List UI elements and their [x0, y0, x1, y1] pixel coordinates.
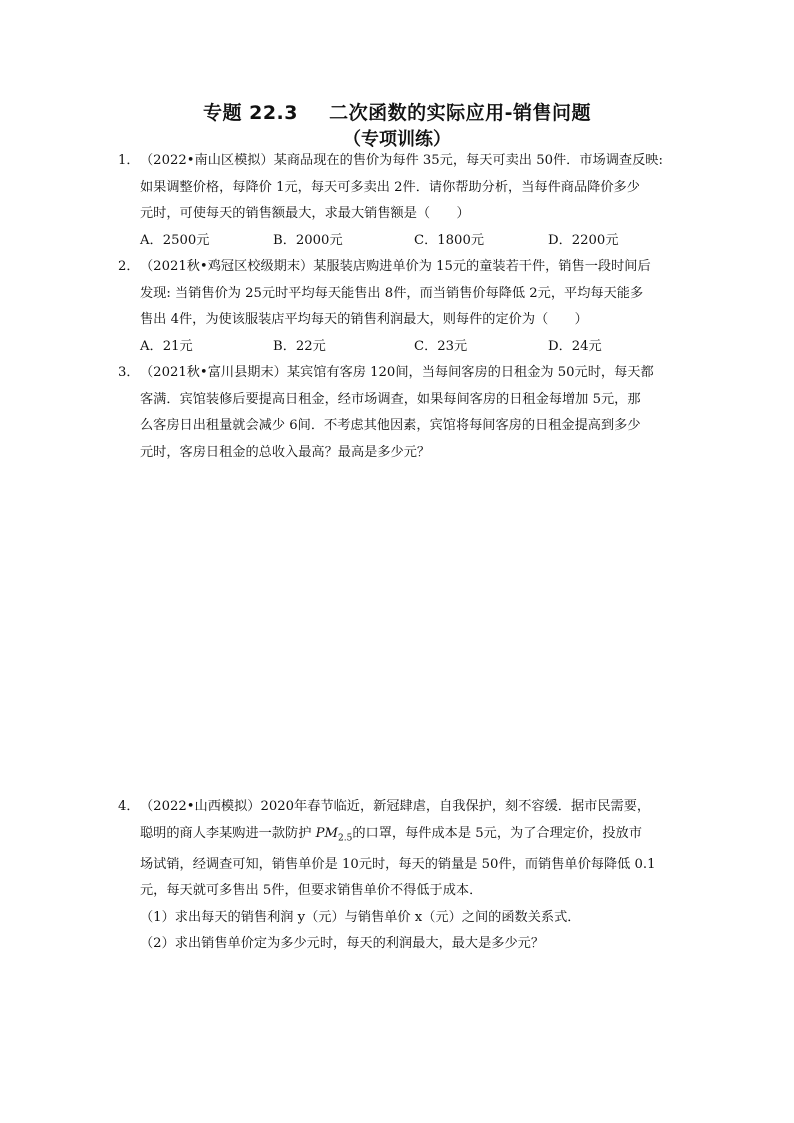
sub-question-2: （2）求出销售单价定为多少元时，每天的利润最大，最大是多少元？ — [140, 936, 545, 952]
question-line: 元时，客房日租金的总收入最高？最高是多少元？ — [140, 444, 431, 460]
question-line: 如果调整价格，每降价 1元，每天可多卖出 2件．请你帮助分析，当每件商品降价多少 — [140, 179, 640, 195]
question-number: 1． — [118, 153, 140, 168]
question-4 — [118, 794, 666, 958]
pm25-term — [315, 825, 353, 844]
question-line: （2021秋•鸡冠区校级期末）某服装店购进单价为 15元的童装若干件，销售一段时间后 — [140, 259, 651, 274]
question-line: 元，每天就可多售出 5件，但要求销售单价不得低于成本． — [140, 883, 483, 899]
options-row — [118, 228, 666, 255]
option-a[interactable]: A．21元 — [140, 338, 193, 354]
question-text: 聪明的商人李某购进一款防护 — [140, 825, 316, 841]
question-number: 4． — [118, 799, 140, 814]
question-line: 场试销，经调查可知，销售单价是 10元时，每天的销量是 50件，而销售单价每降低 0.1 — [140, 856, 656, 872]
question-1 — [118, 148, 666, 254]
question-line: （2022•南山区模拟）某商品现在的售价为每件 35元，每天可卖出 50件．市场调查反映: — [140, 153, 663, 168]
question-line: 么客房日出租量就会减少 6间．不考虑其他因素，宾馆将每间客房的日租金提高到多少 — [140, 418, 641, 433]
option-d[interactable]: D．2200元 — [548, 232, 619, 248]
option-a[interactable]: A．2500元 — [140, 232, 210, 248]
option-b[interactable]: B．22元 — [273, 338, 326, 354]
option-d[interactable]: D．24元 — [548, 338, 602, 354]
question-line: 发现: 当销售价为 25元时平均每天能售出 8件，而当销售价每降低 2元，平均每天能多 — [140, 285, 644, 301]
question-line — [118, 821, 666, 852]
question-2 — [118, 254, 666, 360]
question-line: （2022•山西模拟）2020年春节临近，新冠肆虐，自我保护，刻不容缓．据市民需要， — [140, 799, 651, 814]
pm-subscript: 2.5 — [338, 833, 353, 844]
option-c[interactable]: C．1800元 — [414, 232, 485, 248]
options-row — [118, 334, 666, 361]
title-text: 二次函数的实际应用-销售问题 — [329, 102, 591, 124]
question-line: （2021秋•富川县期末）某宾馆有客房 120间，当每间客房的日租金为 50元时，每天都 — [140, 365, 654, 380]
question-line: 客满．宾馆装修后要提高日租金，经市场调查，如果每间客房的日租金每增加 5元，那 — [140, 391, 641, 407]
question-number: 3． — [118, 365, 140, 380]
title-code: 专题 22.3 — [202, 102, 298, 124]
question-line: 元时，可使每天的销售额最大，求最大销售额是（ ） — [140, 206, 470, 221]
question-text: 的口罩，每件成本是 5元，为了合理定价，投放市 — [352, 825, 642, 841]
question-3 — [118, 360, 666, 466]
option-c[interactable]: C．23元 — [414, 338, 468, 354]
question-line: 售出 4件，为使该服装店平均每天的销售利润最大，则每件的定价为（ ） — [140, 312, 588, 327]
pm-symbol: PM — [315, 825, 339, 841]
option-b[interactable]: B．2000元 — [273, 232, 343, 248]
page-subtitle: （专项训练） — [343, 129, 451, 150]
sub-question-1: （1）求出每天的销售利润 y（元）与销售单价 x（元）之间的函数关系式． — [140, 909, 581, 925]
question-number: 2． — [118, 259, 140, 274]
page-title — [0, 98, 794, 125]
